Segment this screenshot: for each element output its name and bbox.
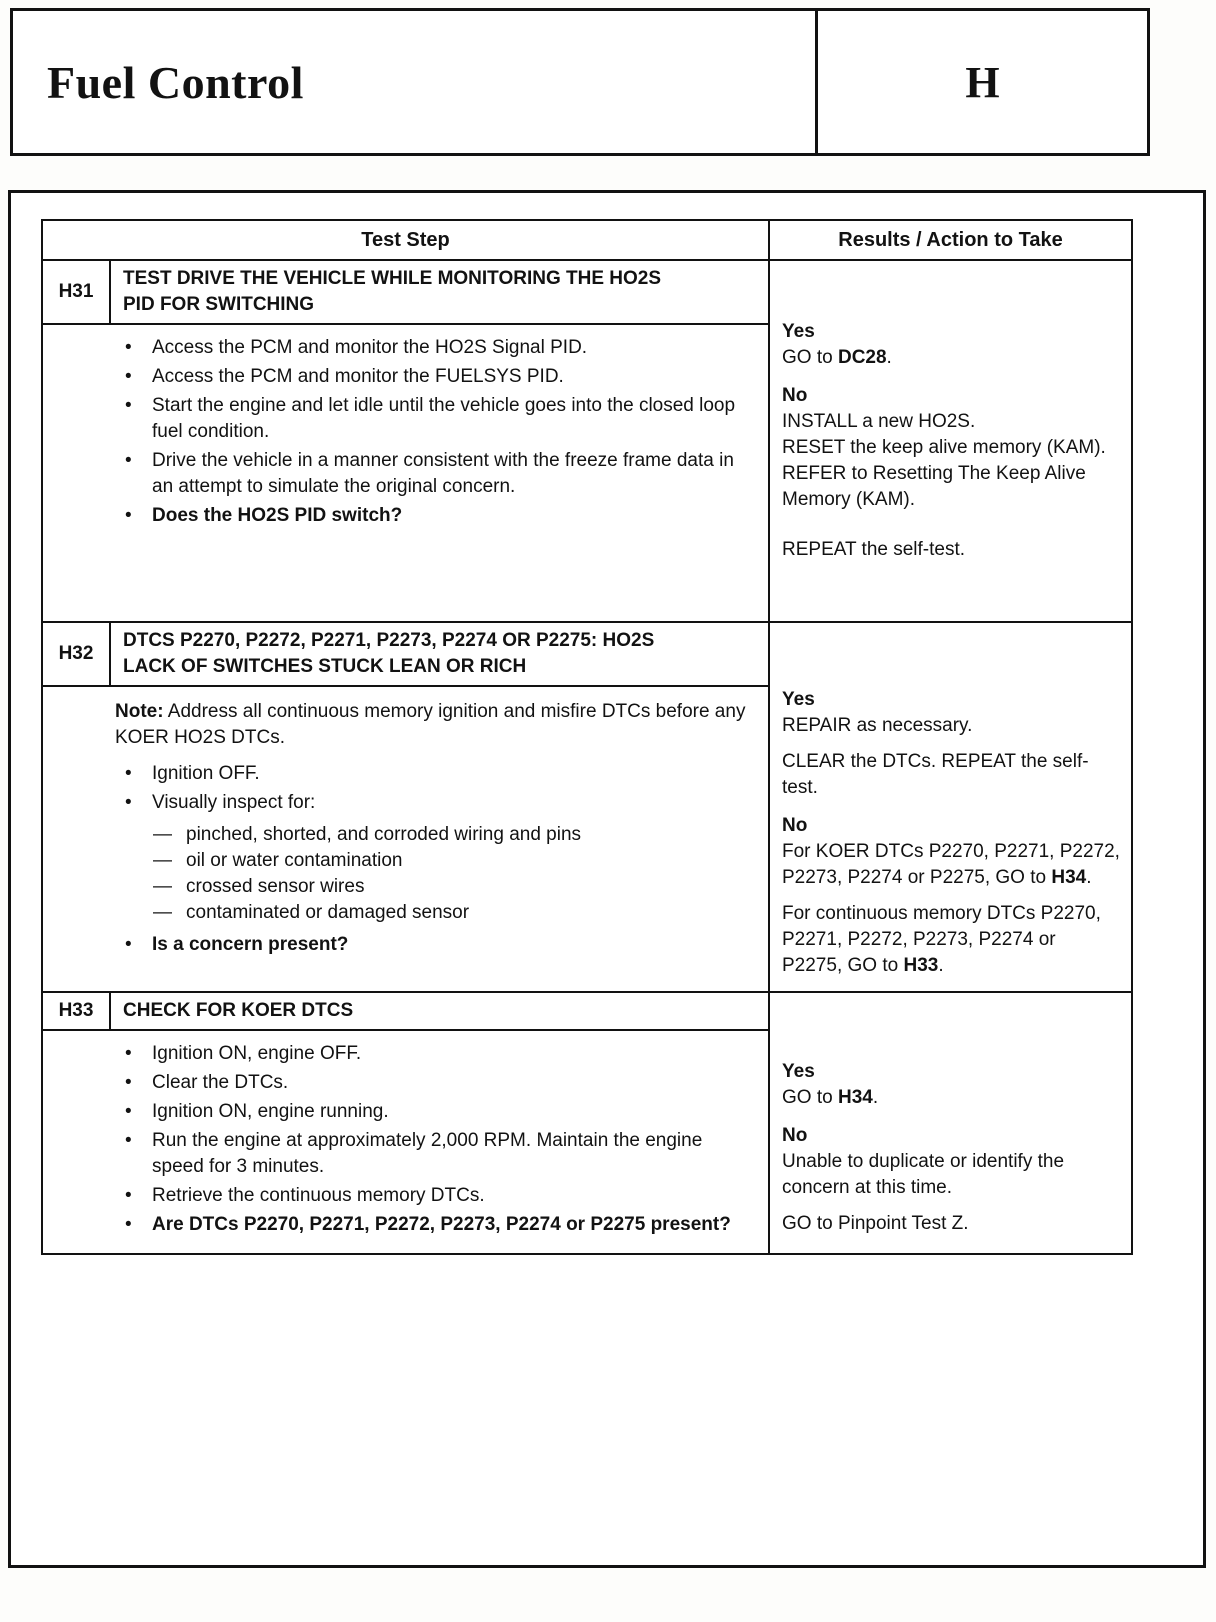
step-id: H32 bbox=[43, 623, 111, 685]
content-box bbox=[8, 190, 1206, 1568]
step-question: Are DTCs P2270, P2271, P2272, P2273, P2274 or P2275 present? bbox=[152, 1214, 731, 1235]
dash-icon: — bbox=[153, 876, 172, 897]
list-item bbox=[125, 1041, 750, 1067]
test-step-cell-h32 bbox=[43, 623, 768, 991]
step-body bbox=[43, 325, 768, 621]
dash-item bbox=[153, 900, 750, 926]
step-body bbox=[43, 687, 768, 991]
step-title-row bbox=[43, 261, 768, 325]
list-item-text: Run the engine at approximately 2,000 RPM. Maintain the engine speed for 3 minutes. bbox=[152, 1130, 703, 1177]
list-item-question bbox=[125, 503, 750, 529]
bullet-icon: • bbox=[125, 366, 132, 387]
bullet-icon: • bbox=[125, 1043, 132, 1064]
results-line bbox=[782, 901, 1121, 979]
period: . bbox=[1086, 867, 1092, 888]
document-header-left bbox=[13, 11, 815, 153]
document-header-right bbox=[815, 11, 1147, 153]
dash-icon: — bbox=[153, 850, 172, 871]
bullet-icon: • bbox=[125, 395, 132, 416]
step-row-h33 bbox=[43, 991, 1131, 1253]
go-to-target: DC28 bbox=[837, 347, 887, 368]
step-title-text: DTCS P2270, P2272, P2271, P2273, P2274 OR P2275: HO2S LACK OF SWITCHES STUCK LEAN OR RICH bbox=[123, 630, 655, 677]
list-item-text: Ignition ON, engine running. bbox=[152, 1101, 389, 1122]
list-item-text: Clear the DTCs. bbox=[152, 1072, 289, 1093]
step-title-row bbox=[43, 623, 768, 687]
dash-item-text: crossed sensor wires bbox=[186, 876, 365, 897]
go-to-target: H34 bbox=[837, 1087, 873, 1108]
list-item-text: Retrieve the continuous memory DTCs. bbox=[152, 1185, 485, 1206]
results-line: Unable to duplicate or identify the concern at this time. bbox=[782, 1151, 1065, 1198]
results-yes-label: Yes bbox=[782, 321, 815, 342]
step-title bbox=[111, 623, 768, 685]
list-item bbox=[125, 1128, 750, 1180]
results-cell-h31 bbox=[768, 261, 1131, 621]
list-item bbox=[125, 1070, 750, 1096]
list-item-text: Start the engine and let idle until the vehicle goes into the closed loop fuel condition. bbox=[152, 395, 736, 442]
bullet-icon: • bbox=[125, 792, 132, 813]
bullet-icon: • bbox=[125, 337, 132, 358]
dash-item-text: contaminated or damaged sensor bbox=[186, 902, 470, 923]
dash-item bbox=[153, 822, 750, 848]
list-item-text: Drive the vehicle in a manner consistent with the freeze frame data in an attempt to simulate the original concern. bbox=[152, 450, 734, 497]
step-title-text: CHECK FOR KOER DTCS bbox=[123, 1000, 354, 1021]
results-cell-h33 bbox=[768, 993, 1131, 1253]
dash-item-text: oil or water contamination bbox=[186, 850, 403, 871]
list-item bbox=[125, 448, 750, 500]
list-item bbox=[125, 761, 750, 787]
bullet-icon: • bbox=[125, 763, 132, 784]
list-item-text: Access the PCM and monitor the FUELSYS PID. bbox=[152, 366, 564, 387]
go-to-text: For continuous memory DTCs P2270, P2271, P2272, P2273, P2274 or P2275, GO to bbox=[782, 903, 1101, 976]
dash-list bbox=[153, 822, 750, 926]
note-label: Note: bbox=[115, 701, 164, 722]
note-paragraph bbox=[115, 699, 750, 751]
go-to-target: H34 bbox=[1051, 867, 1087, 888]
step-title bbox=[111, 993, 768, 1029]
section-letter: H bbox=[965, 57, 1000, 107]
document-header bbox=[10, 8, 1150, 156]
test-step-cell-h33 bbox=[43, 993, 768, 1253]
bullet-icon: • bbox=[125, 450, 132, 471]
column-header-test-step: Test Step bbox=[361, 229, 450, 251]
results-no-label: No bbox=[782, 385, 808, 406]
results-line: CLEAR the DTCs. REPEAT the self-test. bbox=[782, 751, 1089, 798]
dash-icon: — bbox=[153, 824, 172, 845]
bullet-icon: • bbox=[125, 1185, 132, 1206]
results-line bbox=[782, 839, 1121, 891]
results-line: RESET the keep alive memory (KAM). REFER to Resetting The Keep Alive Memory (KAM). bbox=[782, 437, 1106, 510]
list-item bbox=[125, 1183, 750, 1209]
step-question: Is a concern present? bbox=[152, 934, 349, 955]
dash-icon: — bbox=[153, 902, 172, 923]
step-id: H33 bbox=[43, 993, 111, 1029]
step-title bbox=[111, 261, 768, 323]
go-to-target: H33 bbox=[903, 955, 939, 976]
list-item-question bbox=[125, 1212, 750, 1238]
results-no-label: No bbox=[782, 1125, 808, 1146]
bullet-icon: • bbox=[125, 1072, 132, 1093]
bullet-icon: • bbox=[125, 1101, 132, 1122]
period: . bbox=[886, 347, 892, 368]
step-title-text: TEST DRIVE THE VEHICLE WHILE MONITORING THE HO2S PID FOR SWITCHING bbox=[123, 268, 662, 315]
list-item bbox=[125, 335, 750, 361]
go-to-text: GO to bbox=[782, 1087, 833, 1108]
list-item bbox=[125, 790, 750, 816]
results-line: REPEAT the self-test. bbox=[782, 539, 966, 560]
note-text: Address all continuous memory ignition and misfire DTCs before any KOER HO2S DTCs. bbox=[115, 701, 746, 748]
dash-item-text: pinched, shorted, and corroded wiring and pins bbox=[186, 824, 582, 845]
dash-item bbox=[153, 848, 750, 874]
step-row-h31 bbox=[43, 259, 1131, 621]
results-line bbox=[782, 1085, 1121, 1111]
results-cell-h32 bbox=[768, 623, 1131, 991]
step-question: Does the HO2S PID switch? bbox=[152, 505, 403, 526]
bullet-icon: • bbox=[125, 934, 132, 955]
list-item-text: Access the PCM and monitor the HO2S Signal PID. bbox=[152, 337, 588, 358]
page-title: Fuel Control bbox=[47, 56, 304, 108]
step-id: H31 bbox=[43, 261, 111, 323]
results-yes-label: Yes bbox=[782, 1061, 815, 1082]
column-header-results: Results / Action to Take bbox=[768, 221, 1131, 259]
results-line bbox=[782, 345, 1121, 371]
results-yes-label: Yes bbox=[782, 689, 815, 710]
list-item bbox=[125, 364, 750, 390]
list-item-text: Visually inspect for: bbox=[152, 792, 316, 813]
results-line: INSTALL a new HO2S. bbox=[782, 411, 976, 432]
pinpoint-test-table bbox=[41, 219, 1133, 1255]
table-header-row bbox=[43, 221, 1131, 259]
test-step-cell-h31 bbox=[43, 261, 768, 621]
bullet-icon: • bbox=[125, 1214, 132, 1235]
results-no-label: No bbox=[782, 815, 808, 836]
list-item-text: Ignition OFF. bbox=[152, 763, 260, 784]
results-line: REPAIR as necessary. bbox=[782, 715, 973, 736]
list-item bbox=[125, 1099, 750, 1125]
bullet-icon: • bbox=[125, 1130, 132, 1151]
step-title-row bbox=[43, 993, 768, 1031]
dash-item bbox=[153, 874, 750, 900]
results-line: GO to Pinpoint Test Z. bbox=[782, 1213, 969, 1234]
step-body bbox=[43, 1031, 768, 1253]
step-row-h32 bbox=[43, 621, 1131, 991]
list-item-question bbox=[125, 932, 750, 958]
list-item bbox=[125, 393, 750, 445]
bullet-icon: • bbox=[125, 505, 132, 526]
go-to-text: GO to bbox=[782, 347, 833, 368]
list-item-text: Ignition ON, engine OFF. bbox=[152, 1043, 362, 1064]
period: . bbox=[872, 1087, 879, 1108]
go-to-text: For KOER DTCs P2270, P2271, P2272, P2273, P2274 or P2275, GO to bbox=[782, 841, 1120, 888]
period: . bbox=[938, 955, 944, 976]
